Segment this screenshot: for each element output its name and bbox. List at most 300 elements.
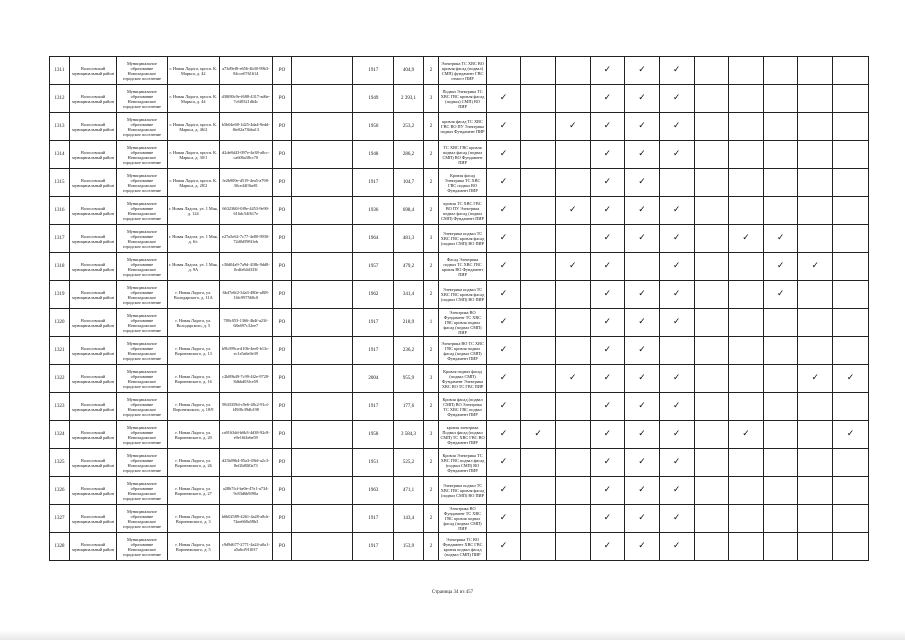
row-number: 1319	[50, 281, 70, 309]
area-cell: 177,6	[394, 393, 423, 421]
type-cell: РО	[272, 337, 292, 365]
area-cell: 3 584,3	[394, 421, 423, 449]
check-mark-cell: ✓	[659, 365, 694, 393]
guid-cell: fe2b900e-d519-4ea5-a798-30ce44f3be81	[220, 169, 272, 197]
works-cell: Кровля фасад Электрика ТС ХВС ГВС подвал ВО Фундамент ПИР	[439, 169, 486, 197]
works-cell: ТС ХВС ГВС кровля подвал фасад (подвал СМП) ВО Фундамент ПИР	[439, 141, 486, 169]
check-mark-cell	[521, 309, 556, 337]
check-mark-cell	[521, 449, 556, 477]
check-mark-cell	[521, 57, 556, 85]
check-mark-cell	[659, 169, 694, 197]
check-mark-cell: ✓	[590, 309, 625, 337]
municipality-cell: Муниципальное образование Новоладожское городское поселение	[117, 141, 167, 169]
count-cell: 2	[423, 253, 439, 281]
year-cell: 1950	[353, 113, 394, 141]
type-cell: РО	[272, 253, 292, 281]
check-mark-cell	[521, 365, 556, 393]
works-cell: кровля электрика Подвал фасад (подвал СМП) ТС ХВС ГВС ВО Фундамент ПИР	[439, 421, 486, 449]
empty-cell	[292, 197, 353, 225]
type-cell: РО	[272, 477, 292, 505]
check-mark-cell: ✓	[486, 113, 521, 141]
table-row	[50, 533, 869, 561]
check-mark-cell: ✓	[486, 477, 521, 505]
district-cell: Волосовский муниципальный район	[69, 169, 116, 197]
check-mark-cell	[729, 309, 764, 337]
district-cell: Волосовский муниципальный район	[69, 225, 116, 253]
empty-cell	[292, 421, 353, 449]
table-row	[50, 85, 869, 113]
guid-cell: ca9163dd-b6b3-4d38-92c8-e9e16f4ebe59	[220, 421, 272, 449]
table-row	[50, 113, 869, 141]
check-mark-cell: ✓	[590, 477, 625, 505]
check-mark-cell: ✓	[659, 393, 694, 421]
check-mark-cell	[555, 309, 590, 337]
check-mark-cell	[833, 197, 869, 225]
municipality-cell: Муниципальное образование Новоладожское городское поселение	[117, 449, 167, 477]
guid-cell: c30d04a9-7a9d-418b-9dd8-0cdfe64d333f	[220, 253, 272, 281]
check-mark-cell: ✓	[763, 225, 798, 253]
check-mark-cell: ✓	[590, 393, 625, 421]
check-mark-cell: ✓	[486, 141, 521, 169]
check-mark-cell	[763, 505, 798, 533]
area-cell: 153,9	[394, 533, 423, 561]
check-mark-cell	[555, 393, 590, 421]
check-mark-cell	[763, 169, 798, 197]
check-mark-cell: ✓	[729, 225, 764, 253]
year-cell: 1917	[353, 505, 394, 533]
table-row	[50, 281, 869, 309]
check-mark-cell	[798, 477, 833, 505]
page-number: Страница 34 из 457	[431, 590, 474, 595]
guid-cell: d2de8d43-097e-4e38-a8cc-ca606a38cc70	[220, 141, 272, 169]
check-mark-cell	[521, 393, 556, 421]
guid-cell: 6b47e6f2-34a3-480e-a8f8-16fc997560c0	[220, 281, 272, 309]
check-mark-cell: ✓	[486, 449, 521, 477]
works-cell: Электрика подвал ТС ХВС ГВС кровля фасад (подвал СМП) ВО ПИР	[439, 225, 486, 253]
check-mark-cell	[521, 225, 556, 253]
check-mark-cell	[729, 197, 764, 225]
check-mark-cell	[694, 337, 729, 365]
check-mark-cell: ✓	[590, 449, 625, 477]
scan-edge	[0, 630, 905, 640]
year-cell: 1951	[353, 449, 394, 477]
address-cell: г. Новая Ладога, ул. Воронежского, д. 13	[167, 337, 219, 365]
check-mark-cell	[729, 85, 764, 113]
check-mark-cell: ✓	[625, 421, 660, 449]
check-mark-cell: ✓	[659, 141, 694, 169]
address-cell: г. Новая Ладога, просп. К. Маркса, д. 30/1	[167, 141, 219, 169]
guid-cell: d38f80c9e-f688-4317-ad6e-7c6f0521d64c	[220, 85, 272, 113]
check-mark-cell	[798, 225, 833, 253]
check-mark-cell	[694, 113, 729, 141]
empty-cell	[292, 449, 353, 477]
check-mark-cell	[729, 505, 764, 533]
row-number: 1326	[50, 477, 70, 505]
row-number: 1328	[50, 533, 70, 561]
municipality-cell: Муниципальное образование Новоладожское городское поселение	[117, 421, 167, 449]
area-cell: 698,4	[394, 197, 423, 225]
count-cell: 3	[423, 421, 439, 449]
type-cell: РО	[272, 449, 292, 477]
check-mark-cell	[555, 421, 590, 449]
type-cell: РО	[272, 393, 292, 421]
check-mark-cell	[625, 253, 660, 281]
guid-cell: 6632360f-0f9e-4453-9e90-616dc54f617e	[220, 197, 272, 225]
address-cell: г. Новая Ладога, просп. К. Маркса, д. 28/2	[167, 169, 219, 197]
check-mark-cell: ✓	[590, 225, 625, 253]
check-mark-cell	[833, 141, 869, 169]
check-mark-cell: ✓	[625, 337, 660, 365]
check-mark-cell	[763, 113, 798, 141]
area-cell: 341,4	[394, 281, 423, 309]
check-mark-cell: ✓	[486, 281, 521, 309]
table-row	[50, 477, 869, 505]
municipality-cell: Муниципальное образование Новоладожское городское поселение	[117, 85, 167, 113]
check-mark-cell	[694, 85, 729, 113]
check-mark-cell: ✓	[625, 225, 660, 253]
check-mark-cell: ✓	[625, 505, 660, 533]
check-mark-cell	[833, 85, 869, 113]
count-cell: 3	[423, 85, 439, 113]
check-mark-cell	[763, 533, 798, 561]
check-mark-cell	[729, 57, 764, 85]
check-mark-cell: ✓	[590, 365, 625, 393]
check-mark-cell	[694, 281, 729, 309]
check-mark-cell	[694, 393, 729, 421]
check-mark-cell: ✓	[625, 197, 660, 225]
type-cell: РО	[272, 365, 292, 393]
check-mark-cell	[763, 309, 798, 337]
check-mark-cell	[729, 253, 764, 281]
year-cell: 2004	[353, 365, 394, 393]
check-mark-cell	[694, 533, 729, 561]
check-mark-cell	[555, 505, 590, 533]
address-cell: г. Новая Ладога, ул. Воронежского, д. 5	[167, 533, 219, 561]
check-mark-cell	[798, 281, 833, 309]
row-number: 1323	[50, 393, 70, 421]
check-mark-cell	[833, 393, 869, 421]
table-row	[50, 57, 869, 85]
check-mark-cell	[729, 449, 764, 477]
area-cell: 479,2	[394, 253, 423, 281]
municipality-cell: Муниципальное образование Новоладожское городское поселение	[117, 253, 167, 281]
check-mark-cell	[555, 337, 590, 365]
check-mark-cell: ✓	[659, 309, 694, 337]
check-mark-cell	[798, 141, 833, 169]
guid-cell: c9d9d677-2771-4a24-a0a1-a5a6cf91f037	[220, 533, 272, 561]
check-mark-cell: ✓	[486, 225, 521, 253]
works-cell: Фасад Электрика подвал ТС ХВС ГВС кровля ВО Фундамент ПИР	[439, 253, 486, 281]
empty-cell	[292, 393, 353, 421]
check-mark-cell: ✓	[521, 421, 556, 449]
area-cell: 525,2	[394, 449, 423, 477]
year-cell: 1964	[353, 225, 394, 253]
district-cell: Волосовский муниципальный район	[69, 85, 116, 113]
address-cell: г. Новая Ладога, ул. Воронежского, д. 18/9	[167, 393, 219, 421]
guid-cell: a73d9ef8-e656-4b30-99b3-84cce0761614	[220, 57, 272, 85]
check-mark-cell: ✓	[486, 169, 521, 197]
works-cell: Электрика ТС ХВС ВО кровля фасад (подвал) СМП) фундамент ГВС отмост ПИР	[439, 57, 486, 85]
row-number: 1318	[50, 253, 70, 281]
check-mark-cell	[694, 477, 729, 505]
check-mark-cell	[798, 57, 833, 85]
check-mark-cell: ✓	[625, 365, 660, 393]
guid-cell: e27a5e62-7c77-4e80-9930-72d0d598f1eb	[220, 225, 272, 253]
check-mark-cell	[555, 281, 590, 309]
works-cell: Кровля фасад (подвал СМП) ВО Электрика ТС ХВС ГВС подвал Фундамент ПИР	[439, 393, 486, 421]
check-mark-cell	[798, 113, 833, 141]
municipality-cell: Муниципальное образование Новоладожское городское поселение	[117, 505, 167, 533]
check-mark-cell	[694, 253, 729, 281]
check-mark-cell	[833, 281, 869, 309]
district-cell: Волосовский муниципальный район	[69, 309, 116, 337]
address-cell: г. Новая Ладога, ул. 1 Мая, д. 9А	[167, 253, 219, 281]
check-mark-cell: ✓	[625, 57, 660, 85]
row-number: 1315	[50, 169, 70, 197]
works-cell: кровля ТС ХВС ГВС ВО ПУ Электрика подвал фасад (подвал СМП) Фундамент ПИР	[439, 197, 486, 225]
check-mark-cell	[555, 169, 590, 197]
check-mark-cell	[833, 113, 869, 141]
check-mark-cell: ✓	[486, 421, 521, 449]
check-mark-cell	[555, 57, 590, 85]
check-mark-cell: ✓	[625, 477, 660, 505]
area-cell: 955,9	[394, 365, 423, 393]
district-cell: Волосовский муниципальный район	[69, 141, 116, 169]
check-mark-cell	[763, 85, 798, 113]
check-mark-cell	[798, 505, 833, 533]
check-mark-cell: ✓	[659, 421, 694, 449]
guid-cell: a28b7fcf-be0e-47e1-a734-9c83d6b9f90a	[220, 477, 272, 505]
check-mark-cell: ✓	[798, 253, 833, 281]
empty-cell	[292, 281, 353, 309]
check-mark-cell	[798, 85, 833, 113]
table-row	[50, 141, 869, 169]
municipality-cell: Муниципальное образование Новоладожское городское поселение	[117, 113, 167, 141]
empty-cell	[292, 169, 353, 197]
year-cell: 1962	[353, 281, 394, 309]
check-mark-cell	[555, 533, 590, 561]
table-body	[50, 57, 869, 561]
check-mark-cell	[694, 505, 729, 533]
district-cell: Волосовский муниципальный район	[69, 421, 116, 449]
address-cell: г. Новая Ладога, ул. Воронежского, д. 26	[167, 449, 219, 477]
check-mark-cell	[763, 57, 798, 85]
address-cell: г. Новая Ладога, просп. К. Маркса, д. 42	[167, 57, 219, 85]
area-cell: 471,1	[394, 477, 423, 505]
check-mark-cell	[833, 225, 869, 253]
count-cell: 2	[423, 57, 439, 85]
check-mark-cell: ✓	[590, 421, 625, 449]
check-mark-cell: ✓	[659, 225, 694, 253]
check-mark-cell: ✓	[625, 85, 660, 113]
district-cell: Волосовский муниципальный район	[69, 505, 116, 533]
check-mark-cell	[798, 393, 833, 421]
area-cell: 481,3	[394, 225, 423, 253]
row-number: 1316	[50, 197, 70, 225]
municipality-cell: Муниципальное образование Новоладожское городское поселение	[117, 281, 167, 309]
empty-cell	[292, 309, 353, 337]
check-mark-cell	[798, 533, 833, 561]
empty-cell	[292, 57, 353, 85]
check-mark-cell	[833, 253, 869, 281]
type-cell: РО	[272, 141, 292, 169]
check-mark-cell: ✓	[486, 393, 521, 421]
check-mark-cell: ✓	[486, 337, 521, 365]
works-cell: Подвал Электрика ТС ХВС ГВС кровля фасад (подвал) СМП) ВО ПИР	[439, 85, 486, 113]
year-cell: 1957	[353, 253, 394, 281]
year-cell: 1917	[353, 57, 394, 85]
check-mark-cell	[763, 477, 798, 505]
type-cell: РО	[272, 309, 292, 337]
row-number: 1312	[50, 85, 70, 113]
check-mark-cell	[763, 365, 798, 393]
table-row	[50, 365, 869, 393]
table-row	[50, 197, 869, 225]
check-mark-cell: ✓	[625, 533, 660, 561]
check-mark-cell	[694, 449, 729, 477]
check-mark-cell: ✓	[590, 85, 625, 113]
table-row	[50, 421, 869, 449]
guid-cell: b5b04e68-1d25-4da4-9edd-f6e02a73bba13	[220, 113, 272, 141]
check-mark-cell: ✓	[625, 281, 660, 309]
municipality-cell: Муниципальное образование Новоладожское городское поселение	[117, 309, 167, 337]
check-mark-cell	[798, 337, 833, 365]
district-cell: Волосовский муниципальный район	[69, 113, 116, 141]
count-cell: 3	[423, 365, 439, 393]
district-cell: Волосовский муниципальный район	[69, 477, 116, 505]
check-mark-cell: ✓	[659, 281, 694, 309]
municipality-cell: Муниципальное образование Новоладожское городское поселение	[117, 169, 167, 197]
check-mark-cell	[694, 309, 729, 337]
check-mark-cell	[763, 141, 798, 169]
address-cell: г. Новая Ладога, ул. Воронежского, д. 27	[167, 477, 219, 505]
register-table	[49, 56, 869, 561]
row-number: 1327	[50, 505, 70, 533]
check-mark-cell: ✓	[486, 533, 521, 561]
check-mark-cell: ✓	[625, 309, 660, 337]
check-mark-cell: ✓	[486, 253, 521, 281]
check-mark-cell: ✓	[763, 253, 798, 281]
row-number: 1321	[50, 337, 70, 365]
district-cell: Волосовский муниципальный район	[69, 281, 116, 309]
type-cell: РО	[272, 57, 292, 85]
check-mark-cell: ✓	[798, 365, 833, 393]
check-mark-cell	[521, 169, 556, 197]
address-cell: г. Новая Ладога, ул. Володарского, д. 11А	[167, 281, 219, 309]
check-mark-cell: ✓	[590, 505, 625, 533]
count-cell: 2	[423, 533, 439, 561]
check-mark-cell	[763, 421, 798, 449]
check-mark-cell	[729, 113, 764, 141]
check-mark-cell: ✓	[590, 169, 625, 197]
year-cell: 1917	[353, 533, 394, 561]
check-mark-cell	[798, 421, 833, 449]
check-mark-cell: ✓	[590, 113, 625, 141]
municipality-cell: Муниципальное образование Новоладожское городское поселение	[117, 477, 167, 505]
works-cell: Электрика ВО ТС ХВС ГВС кровля подвал фасад (подвал СМП) Фундамент ПИР	[439, 337, 486, 365]
count-cell: 3	[423, 225, 439, 253]
municipality-cell: Муниципальное образование Новоладожское городское поселение	[117, 57, 167, 85]
check-mark-cell	[763, 337, 798, 365]
count-cell: 2	[423, 281, 439, 309]
check-mark-cell	[798, 197, 833, 225]
check-mark-cell	[521, 281, 556, 309]
check-mark-cell	[521, 113, 556, 141]
check-mark-cell	[729, 169, 764, 197]
check-mark-cell	[833, 337, 869, 365]
check-mark-cell	[694, 365, 729, 393]
empty-cell	[292, 253, 353, 281]
count-cell: 1	[423, 309, 439, 337]
year-cell: 1917	[353, 337, 394, 365]
check-mark-cell	[833, 449, 869, 477]
type-cell: РО	[272, 113, 292, 141]
area-cell: 2 393,1	[394, 85, 423, 113]
check-mark-cell: ✓	[729, 421, 764, 449]
area-cell: 104,7	[394, 169, 423, 197]
check-mark-cell: ✓	[590, 141, 625, 169]
works-cell: Электрика ВО Фундамент ТС ХВС ГВС кровля подвал фасад (подвал СМП) ПИР	[439, 505, 486, 533]
check-mark-cell	[521, 253, 556, 281]
check-mark-cell: ✓	[555, 365, 590, 393]
check-mark-cell	[729, 141, 764, 169]
type-cell: РО	[272, 533, 292, 561]
check-mark-cell	[521, 337, 556, 365]
table-row	[50, 309, 869, 337]
check-mark-cell	[521, 505, 556, 533]
area-cell: 404,9	[394, 57, 423, 85]
check-mark-cell: ✓	[625, 113, 660, 141]
count-cell: 2	[423, 505, 439, 533]
district-cell: Волосовский муниципальный район	[69, 197, 116, 225]
check-mark-cell	[694, 169, 729, 197]
check-mark-cell	[694, 141, 729, 169]
area-cell: 253,2	[394, 113, 423, 141]
municipality-cell: Муниципальное образование Новоладожское городское поселение	[117, 225, 167, 253]
address-cell: г. Новая Ладога, просп. К. Маркса, д. 44	[167, 85, 219, 113]
check-mark-cell	[694, 197, 729, 225]
district-cell: Волосовский муниципальный район	[69, 57, 116, 85]
table-row	[50, 169, 869, 197]
check-mark-cell	[729, 365, 764, 393]
guid-cell: 9843359d-c9e6-48c2-91cf-f49f8c39db198	[220, 393, 272, 421]
district-cell: Волосовский муниципальный район	[69, 393, 116, 421]
check-mark-cell: ✓	[625, 449, 660, 477]
empty-cell	[292, 477, 353, 505]
check-mark-cell: ✓	[590, 197, 625, 225]
check-mark-cell	[521, 85, 556, 113]
works-cell: Электрика ВО Фундамент ТС ХВС ГВС кровля подвал фасад (подвал СМП) ПИР	[439, 309, 486, 337]
address-cell: г. Новая Ладога, ул. Володарского, д. 5	[167, 309, 219, 337]
year-cell: 1917	[353, 309, 394, 337]
guid-cell: b9b399ca-d10b-4ee0-b13c-ec1e5a6e0e39	[220, 337, 272, 365]
type-cell: РО	[272, 421, 292, 449]
check-mark-cell	[729, 337, 764, 365]
check-mark-cell	[555, 141, 590, 169]
type-cell: РО	[272, 85, 292, 113]
table-row	[50, 253, 869, 281]
count-cell: 2	[423, 449, 439, 477]
check-mark-cell: ✓	[486, 505, 521, 533]
empty-cell	[292, 337, 353, 365]
check-mark-cell: ✓	[590, 281, 625, 309]
check-mark-cell	[694, 421, 729, 449]
address-cell: г. Новая Ладога, ул. 1 Мая, д. 6/с	[167, 225, 219, 253]
address-cell: г. Новая Ладога, ул. Воронежского, д. 16	[167, 365, 219, 393]
check-mark-cell: ✓	[590, 253, 625, 281]
check-mark-cell: ✓	[659, 85, 694, 113]
works-cell: Электрика подвал ТС ХВС ГВС кровля фасад (подвал СМП) ВО ПИР	[439, 281, 486, 309]
